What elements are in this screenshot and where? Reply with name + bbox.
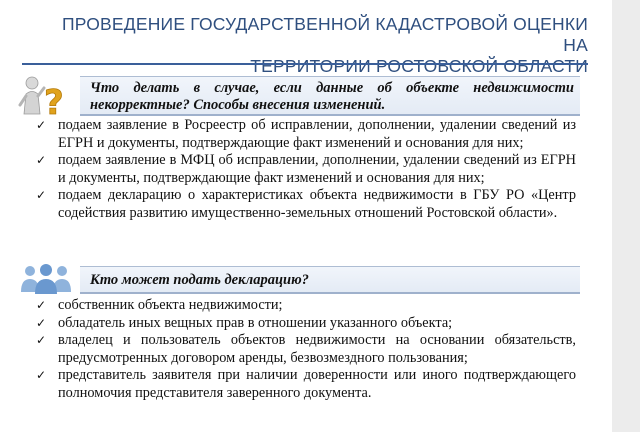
section-2-heading: Кто может подать декларацию? [80, 266, 580, 294]
list-item [36, 332, 576, 367]
section-1-icon-box [14, 74, 80, 118]
list-item-text: владелец и пользователь объектов недвижимости на основании обязательств, предусмотренных договором аренды, безвозмездного пользования; [58, 332, 576, 366]
list-item-text: собственник объекта недвижимости; [58, 297, 283, 313]
people-group-icon [14, 262, 80, 296]
list-item-text: обладатель иных вещных прав в отношении указанного объекта; [58, 314, 453, 331]
check-icon: ✓ [36, 315, 47, 330]
section-1-list [36, 117, 576, 223]
list-item [36, 315, 576, 333]
list-item [36, 367, 576, 402]
section-2-list [36, 297, 576, 403]
section-2-icon-box [14, 262, 80, 296]
viewer-gutter [612, 0, 640, 432]
list-item-text: представитель заявителя при наличии доверенности или иного подтверждающего полномочия представителя заверенного документа. [58, 367, 576, 401]
list-item [36, 152, 576, 187]
list-item [36, 297, 576, 315]
svg-text:?: ? [44, 83, 64, 118]
question-person-icon [14, 74, 80, 118]
list-item [36, 187, 576, 222]
check-icon: ✓ [36, 298, 47, 312]
check-icon: ✓ [36, 368, 47, 383]
list-item-text: подаем декларацию о характеристиках объекта недвижимости в ГБУ РО «Центр содействия развитию имущественно-земельных отношений Ростовской области». [58, 187, 576, 221]
list-item-text: подаем заявление в МФЦ об исправлении, дополнении, удалении сведений из ЕГРН и документы, подтверждающие факт изменений и основания для них; [58, 152, 576, 186]
page-title-line-2: ТЕРРИТОРИИ РОСТОВСКОЙ ОБЛАСТИ [250, 56, 588, 76]
page-title-line-1: ПРОВЕДЕНИЕ ГОСУДАРСТВЕННОЙ КАДАСТРОВОЙ ОЦЕНКИ НА [61, 14, 588, 55]
list-item [36, 117, 576, 152]
title-divider [22, 63, 588, 65]
section-1-heading: Что делать в случае, если данные об объекте недвижимости некорректные? Способы внесения изменений. [80, 76, 580, 116]
check-icon: ✓ [36, 333, 47, 348]
check-icon: ✓ [36, 118, 47, 132]
check-icon: ✓ [36, 153, 47, 168]
page-title [40, 14, 588, 77]
check-icon: ✓ [36, 188, 47, 203]
list-item-text: подаем заявление в Росреестр об исправлении, дополнении, удалении сведений из ЕГРН и документы, подтверждающие факт изменений и основания для них; [58, 117, 576, 151]
